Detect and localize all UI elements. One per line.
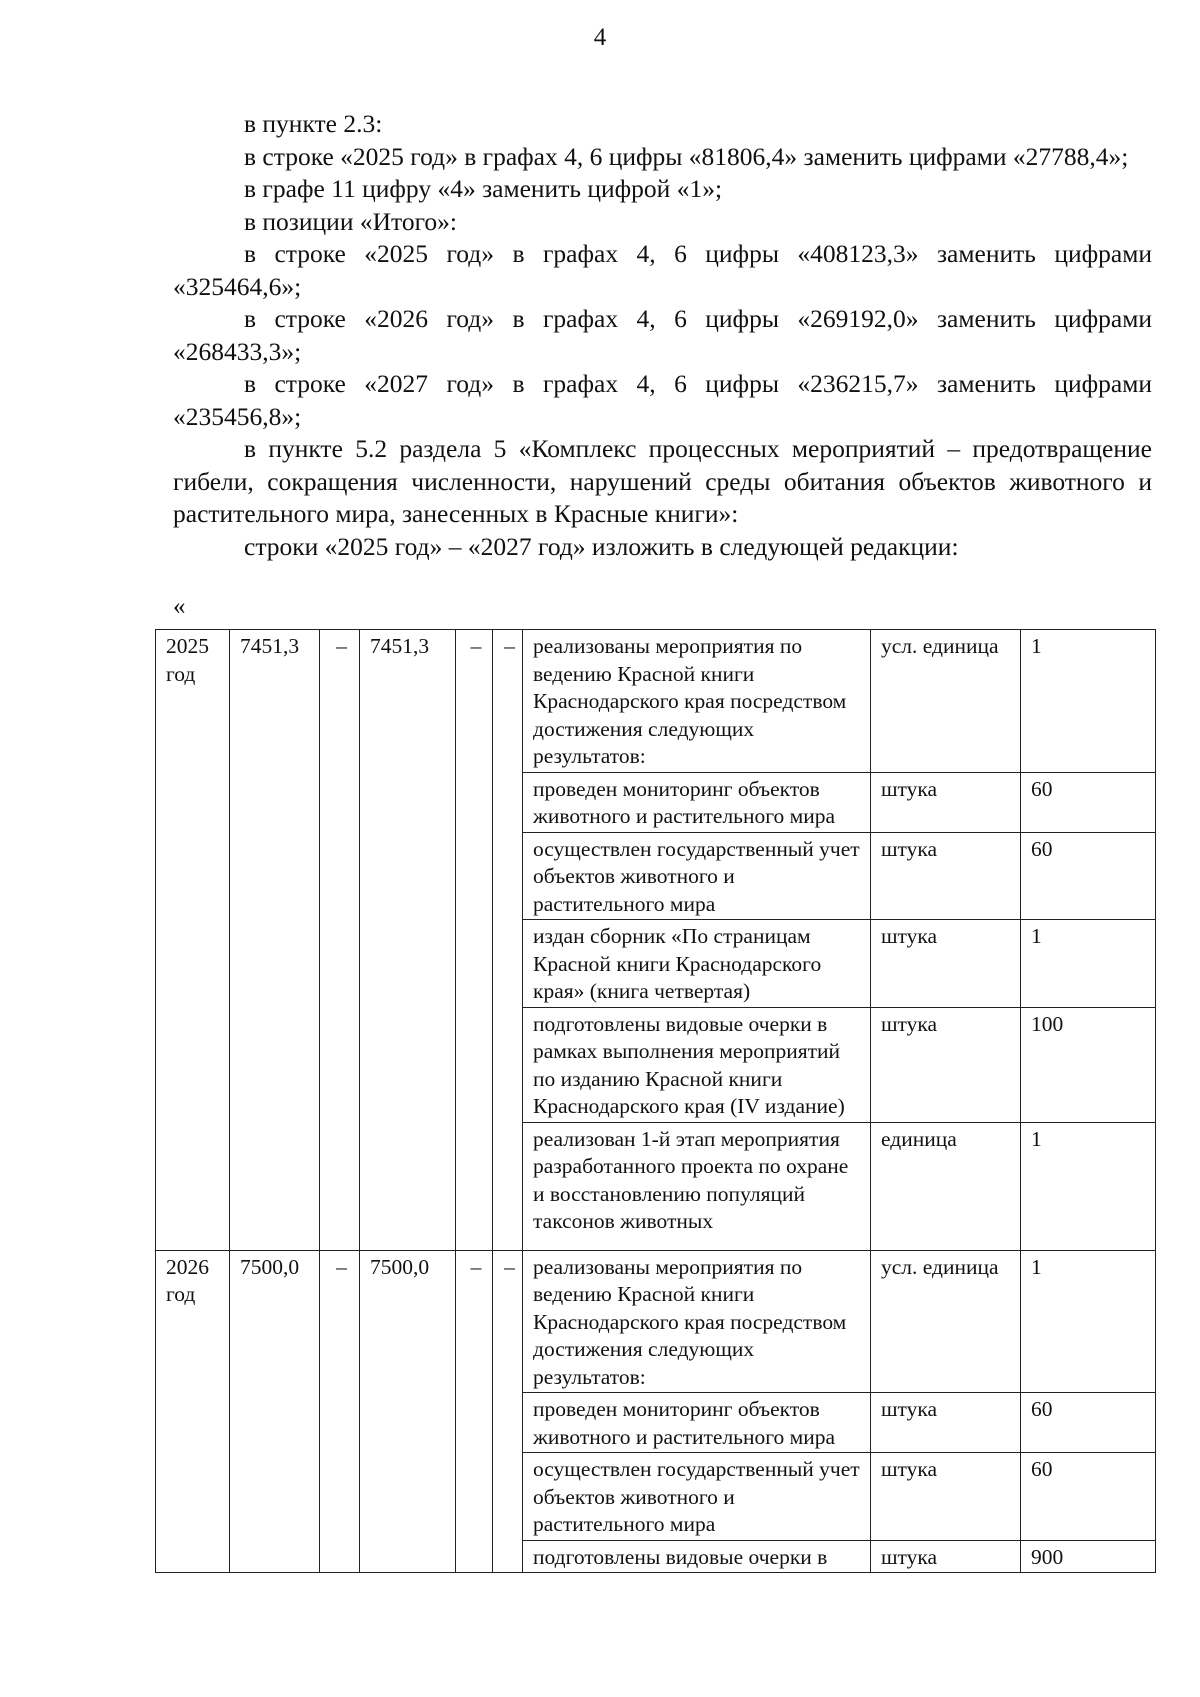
amount-other-cell: –	[493, 630, 523, 1251]
unit-cell: штука	[871, 1540, 1021, 1573]
paragraph: в пункте 5.2 раздела 5 «Комплекс процессных мероприятий – предотвращение гибели, сокращения численности, нарушений среды обитания объектов животного и растительного мира, занесенных в Красные книги»:	[173, 434, 1152, 528]
year-cell: 2026 год	[156, 1250, 230, 1573]
unit-cell: штука	[871, 1453, 1021, 1541]
value-cell: 1	[1021, 630, 1156, 773]
amount-total-cell: 7451,3	[230, 630, 320, 1251]
result-cell: осуществлен государственный учет объектов животного и растительного мира	[523, 1453, 871, 1541]
value-cell: 60	[1021, 1453, 1156, 1541]
result-cell: подготовлены видовые очерки в	[523, 1540, 871, 1573]
unit-cell: усл. единица	[871, 1250, 1021, 1393]
paragraph: в графе 11 цифру «4» заменить цифрой «1»;	[244, 174, 723, 203]
paragraph: в строке «2026 год» в графах 4, 6 цифры «269192,0» заменить цифрами «268433,3»;	[173, 304, 1152, 366]
unit-cell: штука	[871, 1007, 1021, 1122]
unit-cell: штука	[871, 772, 1021, 832]
table-row	[156, 1250, 1156, 1393]
results-table	[155, 629, 1156, 1573]
amount-total-cell: 7500,0	[230, 1250, 320, 1573]
result-cell: подготовлены видовые очерки в рамках выполнения мероприятий по изданию Красной книги Краснодарского края (IV издание)	[523, 1007, 871, 1122]
paragraph: в строке «2025 год» в графах 4, 6 цифры «81806,4» заменить цифрами «27788,4»;	[244, 141, 1129, 171]
open-quote: «	[173, 593, 186, 620]
value-cell: 900	[1021, 1540, 1156, 1573]
paragraph: в позиции «Итого»:	[244, 206, 457, 236]
value-cell: 60	[1021, 772, 1156, 832]
amount-local-cell: –	[456, 630, 493, 1251]
value-cell: 1	[1021, 1122, 1156, 1250]
amount-local-cell: –	[456, 1250, 493, 1573]
value-cell: 60	[1021, 832, 1156, 920]
amount-federal-cell: –	[320, 1250, 360, 1573]
result-cell: реализован 1-й этап мероприятия разработанного проекта по охране и восстановлению популяций таксонов животных	[523, 1122, 871, 1250]
unit-cell: штука	[871, 832, 1021, 920]
paragraph: в строке «2027 год» в графах 4, 6 цифры «236215,7» заменить цифрами «235456,8»;	[173, 369, 1152, 431]
unit-cell: штука	[871, 920, 1021, 1008]
amount-regional-cell: 7451,3	[360, 630, 456, 1251]
result-cell: осуществлен государственный учет объектов животного и растительного мира	[523, 832, 871, 920]
result-cell: проведен мониторинг объектов животного и растительного мира	[523, 772, 871, 832]
value-cell: 100	[1021, 1007, 1156, 1122]
page-number: 4	[593, 24, 607, 51]
value-cell: 1	[1021, 1250, 1156, 1393]
result-cell: реализованы мероприятия по ведению Красной книги Краснодарского края посредством достижения следующих результатов:	[523, 630, 871, 773]
unit-cell: усл. единица	[871, 630, 1021, 773]
value-cell: 60	[1021, 1393, 1156, 1453]
paragraph: в пункте 2.3:	[244, 109, 383, 138]
table-row	[156, 630, 1156, 773]
unit-cell: единица	[871, 1122, 1021, 1250]
amount-federal-cell: –	[320, 630, 360, 1251]
value-cell: 1	[1021, 920, 1156, 1008]
result-cell: издан сборник «По страницам Красной книги Краснодарского края» (книга четвертая)	[523, 920, 871, 1008]
paragraph: строки «2025 год» – «2027 год» изложить в следующей редакции:	[244, 531, 959, 561]
year-cell: 2025 год	[156, 630, 230, 1251]
result-cell: реализованы мероприятия по ведению Красной книги Краснодарского края посредством достижения следующих результатов:	[523, 1250, 871, 1393]
amount-other-cell: –	[493, 1250, 523, 1573]
unit-cell: штука	[871, 1393, 1021, 1453]
document-body	[173, 108, 1152, 563]
result-cell: проведен мониторинг объектов животного и растительного мира	[523, 1393, 871, 1453]
paragraph: в строке «2025 год» в графах 4, 6 цифры «408123,3» заменить цифрами «325464,6»;	[173, 239, 1152, 301]
amount-regional-cell: 7500,0	[360, 1250, 456, 1573]
